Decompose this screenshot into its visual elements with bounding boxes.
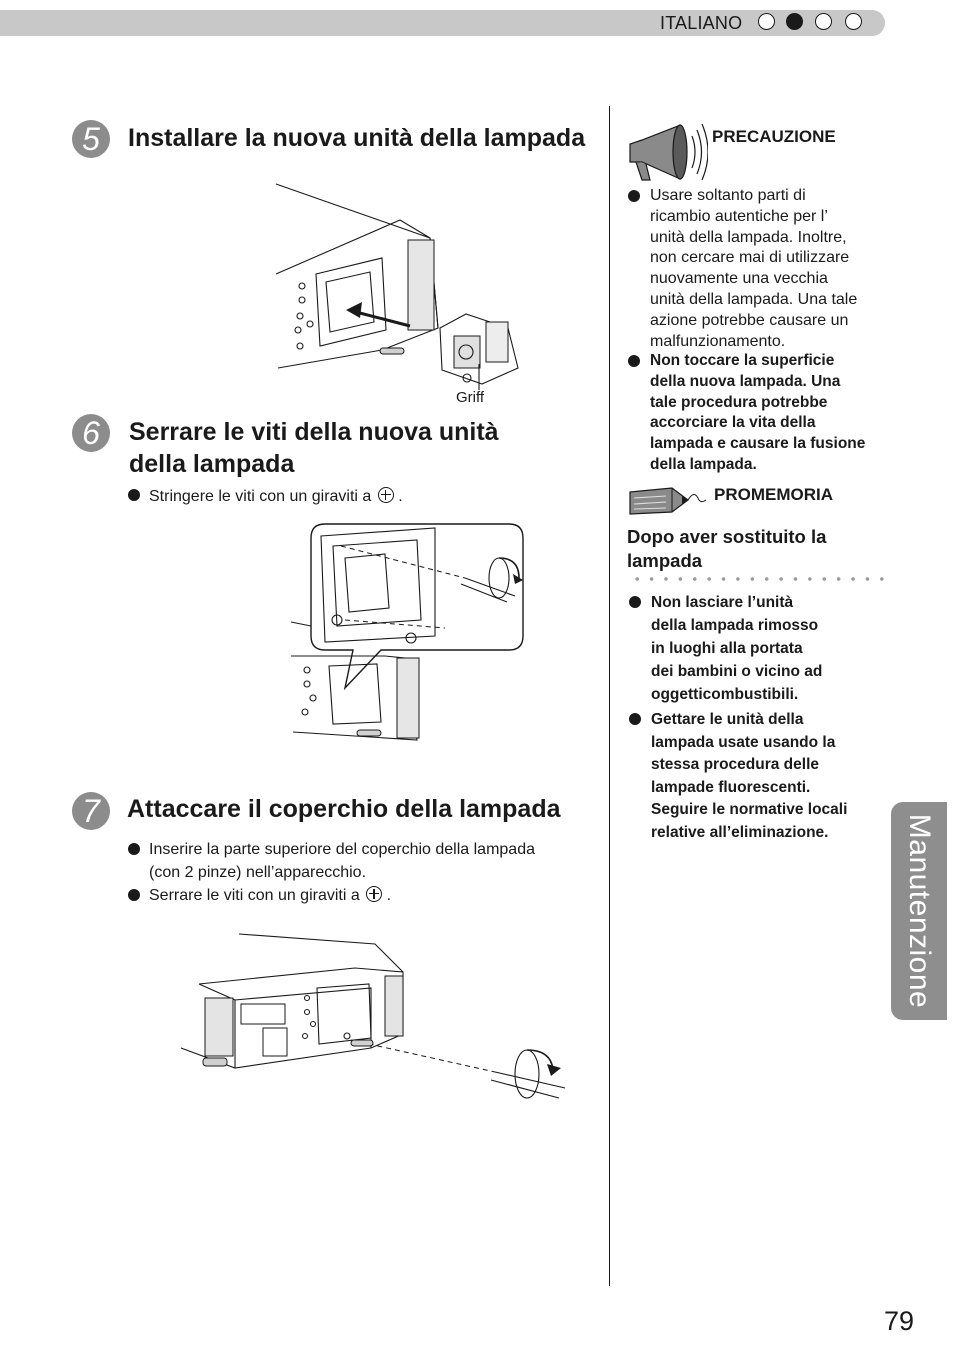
caution-item-1: [650, 186, 857, 352]
caution-item-2-line: della lampada.: [650, 455, 757, 473]
bullet-dot: [628, 355, 640, 367]
bullet-dot: [128, 843, 140, 855]
memo-item-1-line: Non lasciare l’unità: [651, 594, 794, 611]
caution-item-2-line: accorciare la vita della: [650, 414, 816, 432]
column-divider: [609, 106, 610, 1286]
caution-item-1-line: azione potrebbe causare un: [650, 311, 849, 329]
caution-item-2-line: tale procedura potrebbe: [650, 393, 828, 411]
memo-item-2-line: relative all’eliminazione.: [651, 823, 829, 841]
memo-item-1-line: oggetticombustibili.: [651, 686, 799, 703]
caution-item-2-line: causare la fusione: [730, 435, 866, 453]
section-tab-label: Manutenzione: [903, 813, 936, 1009]
bullet-dot: [629, 713, 641, 725]
pencil-icon: [626, 484, 708, 518]
memo-item-2-line: stessa procedura delle: [651, 756, 819, 773]
phillips-screwdriver-icon: [378, 487, 394, 503]
caution-item-2-line: lampada e: [650, 435, 726, 453]
memo-item-2-line: Gettare le unità della: [651, 711, 804, 728]
step-7-bullet-2-text: Serrare le viti con un giraviti a: [149, 887, 360, 904]
memo-title: PROMEMORIA: [714, 485, 833, 504]
step-5-number: 5: [72, 120, 110, 158]
memo-subheading: [627, 525, 826, 573]
megaphone-icon: [626, 118, 708, 184]
bullet-dot: [128, 889, 140, 901]
caution-item-2-line: Non toccare la superficie: [650, 352, 835, 369]
section-tab[interactable]: [891, 802, 947, 1020]
caution-item-1-line: ricambio autentiche per l’: [650, 207, 828, 225]
step-7-bullet-1-line2: (con 2 pinze) nell’apparecchio.: [149, 864, 367, 881]
memo-item-2: [651, 709, 847, 844]
step-6-number: 6: [72, 414, 110, 452]
section-indicator-4: [845, 13, 862, 30]
bullet-dot: [629, 596, 641, 608]
step-7-number: 7: [72, 792, 110, 830]
grip-label: Griff: [456, 389, 485, 406]
caution-item-2-line: della nuova lampada. Una: [650, 372, 841, 390]
memo-subheading-line2: lampada: [627, 550, 703, 571]
step-5-title: Installare la nuova unità della lampada: [128, 124, 586, 152]
step-6-title-line2: della lampada: [129, 450, 295, 478]
step-6-bullet-1: [149, 485, 403, 508]
caution-item-2: [650, 351, 865, 476]
step-7-bullet-1-line1: Inserire la parte superiore del coperchio della lampada: [149, 841, 535, 858]
step-7-bullet-2-end: .: [386, 887, 392, 904]
step-7-title: Attaccare il coperchio della lampada: [127, 795, 561, 823]
caution-item-1-line: Usare soltanto parti di: [650, 187, 806, 204]
step-6-title-line1: Serrare le viti della nuova unità: [129, 418, 499, 446]
step-6-bullet-1-text: Stringere le viti con un giraviti a: [149, 488, 372, 505]
step-7-bullet-2: [149, 884, 391, 907]
tighten-screws-illustration: [285, 518, 535, 748]
memo-item-2-line: Seguire le normative locali: [651, 801, 848, 818]
memo-item-2-line: lampade fluorescenti.: [651, 778, 811, 796]
phillips-screwdriver-icon: [366, 886, 382, 902]
memo-item-2-line: lampada usate usando la: [651, 733, 836, 751]
bullet-dot: [628, 190, 640, 202]
section-indicator-1: [758, 13, 775, 30]
section-indicator-2-active: [786, 13, 803, 30]
caution-item-1-line: unità della lampada. Inoltre,: [650, 228, 847, 246]
memo-item-1: [651, 591, 822, 706]
caution-item-1-line: unità della lampada. Una tale: [650, 290, 858, 308]
dotted-divider: [630, 577, 888, 581]
memo-item-1-line: in luoghi alla portata: [651, 640, 803, 657]
caution-item-1-line: malfunzionamento.: [650, 332, 786, 350]
lamp-insert-illustration: [270, 178, 530, 408]
language-label: ITALIANO: [660, 13, 743, 33]
memo-item-1-line: della lampada rimosso: [651, 617, 819, 634]
memo-item-1-line: dei bambini o vicino ad: [651, 663, 823, 680]
section-indicator-3: [815, 13, 832, 30]
caution-item-1-line: non cercare mai di utilizzare: [650, 249, 850, 267]
header-bar: [0, 10, 885, 36]
memo-subheading-line1: Dopo aver sostituito la: [627, 526, 827, 547]
caution-title: PRECAUZIONE: [712, 127, 836, 146]
attach-cover-illustration: [175, 928, 570, 1108]
bullet-dot: [128, 489, 140, 501]
page-number: 79: [884, 1306, 915, 1336]
caution-item-1-line: nuovamente una vecchia: [650, 270, 828, 288]
step-6-bullet-1-end: .: [398, 488, 403, 505]
